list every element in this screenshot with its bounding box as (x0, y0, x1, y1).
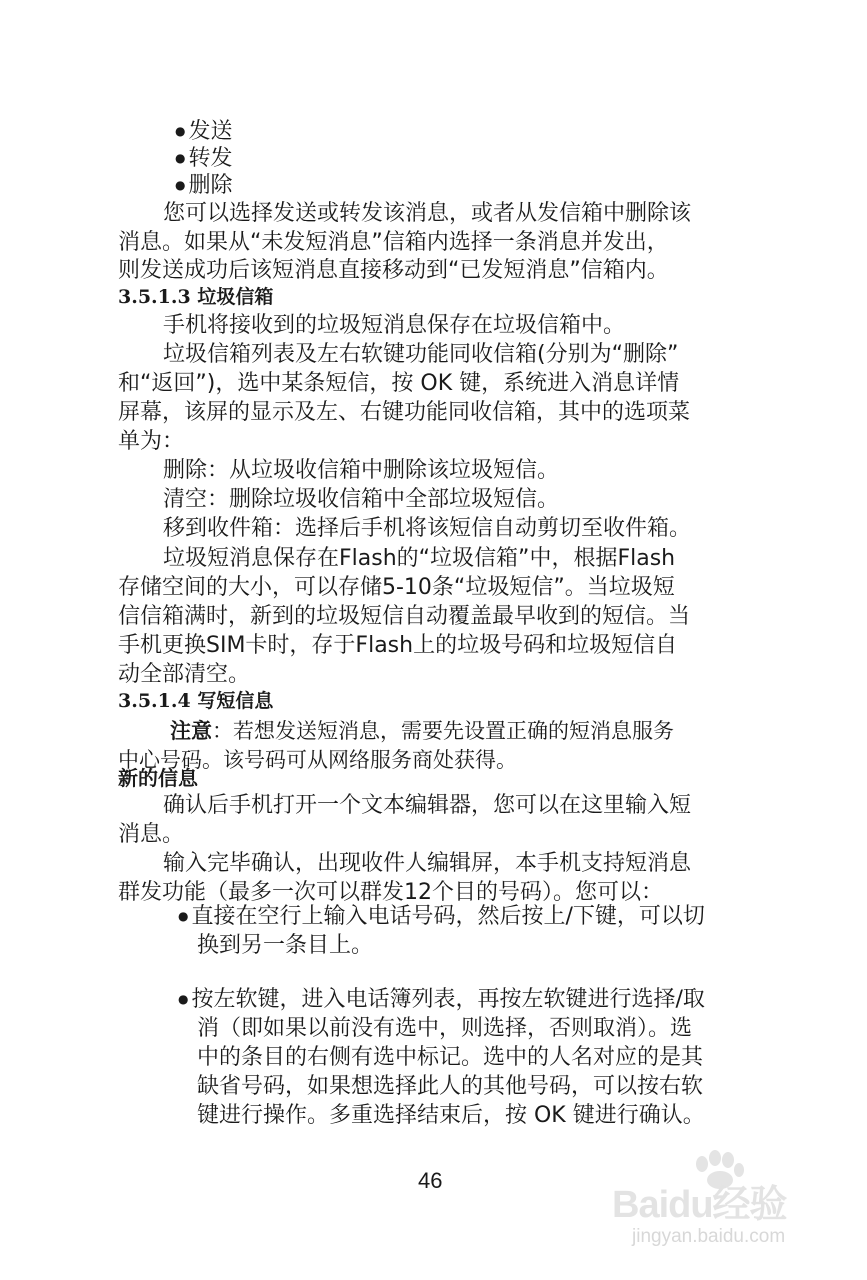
paragraph-line: 消息。 (118, 822, 185, 847)
note-text: ：若想发送短消息，需要先设置正确的短消息服务 (212, 719, 674, 743)
option-delete: ● 删除 (175, 171, 233, 203)
paragraph-line: 单为： (118, 429, 185, 454)
paragraph-line: 手机更换SIM卡时，存于Flash上的垃圾号码和垃圾短信自 (118, 633, 678, 658)
bullet-item: ● 直接在空行上输入电话号码，然后按上/下键，可以切 (178, 902, 705, 934)
paragraph-line: 确认后手机打开一个文本编辑器，您可以在这里输入短 (163, 793, 692, 818)
paragraph-line: 和“返回”)，选中某条短信，按 OK 键，系统进入消息详情 (118, 371, 680, 396)
page-number: 46 (418, 1168, 443, 1193)
watermark-url: jingyan.baidu.com (632, 1226, 786, 1247)
bullet-item: ● 按左软键，进入电话簿列表，再按左软键进行选择/取 (178, 985, 705, 1017)
section-heading-write-sms: 3.5.1.4 写短信息 (118, 690, 274, 712)
paragraph-line: 信信箱满时，新到的垃圾短信自动覆盖最早收到的短信。当 (118, 604, 691, 629)
bullet-item-cont: 缺省号码，如果想选择此人的其他号码，可以按右软 (197, 1074, 704, 1099)
note-line: 中心号码。该号码可从网络服务商处获得。 (118, 748, 517, 772)
subheading-new-message: 新的信息 (118, 766, 198, 790)
option-forward: ● 转发 (175, 144, 233, 176)
note-line (170, 716, 674, 746)
paragraph-line: 输入完毕确认，出现收件人编辑屏，本手机支持短消息 (163, 851, 692, 876)
paragraph-line: 屏幕，该屏的显示及左、右键功能同收信箱，其中的选项菜 (118, 400, 691, 425)
paragraph-line: 存储空间的大小，可以存储5-10条“垃圾短信”。当垃圾短 (118, 575, 675, 600)
paragraph-line: 垃圾短消息保存在Flash的“垃圾信箱”中，根据Flash (163, 546, 676, 571)
menu-option-delete: 删除：从垃圾收信箱中删除该垃圾短信。 (163, 458, 560, 483)
paragraph-line: 则发送成功后该短消息直接移动到“已发短消息”信箱内。 (118, 258, 669, 283)
option-send: ● 发送 (175, 117, 233, 149)
bullet-item-cont: 消（即如果以前没有选中，则选择，否则取消）。选 (197, 1016, 693, 1041)
paragraph-line: 动全部清空。 (118, 662, 251, 687)
paragraph-line: 消息。如果从“未发短消息”信箱内选择一条消息并发出， (118, 230, 669, 255)
paragraph-line: 您可以选择发送或转发该消息，或者从发信箱中删除该 (163, 201, 692, 226)
menu-option-move-to-inbox: 移到收件箱：选择后手机将该短信自动剪切至收件箱。 (163, 516, 692, 541)
paragraph-line: 手机将接收到的垃圾短消息保存在垃圾信箱中。 (163, 313, 626, 338)
bullet-item-cont: 换到另一条目上。 (197, 933, 374, 958)
bullet-item-cont: 中的条目的右侧有选中标记。选中的人名对应的是其 (197, 1045, 704, 1070)
note-label: 注意 (170, 719, 212, 743)
bullet-item-cont: 键进行操作。多重选择结束后，按 OK 键进行确认。 (197, 1103, 705, 1128)
paragraph-line: 垃圾信箱列表及左右软键功能同收信箱(分别为“删除” (163, 342, 679, 367)
watermark-brand: Baidu经验 (612, 1184, 787, 1226)
paragraph-line: 群发功能（最多一次可以群发12个目的号码）。您可以： (118, 880, 663, 905)
menu-option-clear: 清空：删除垃圾收信箱中全部垃圾短信。 (163, 487, 560, 512)
section-heading-junk-box: 3.5.1.3 垃圾信箱 (118, 286, 274, 308)
